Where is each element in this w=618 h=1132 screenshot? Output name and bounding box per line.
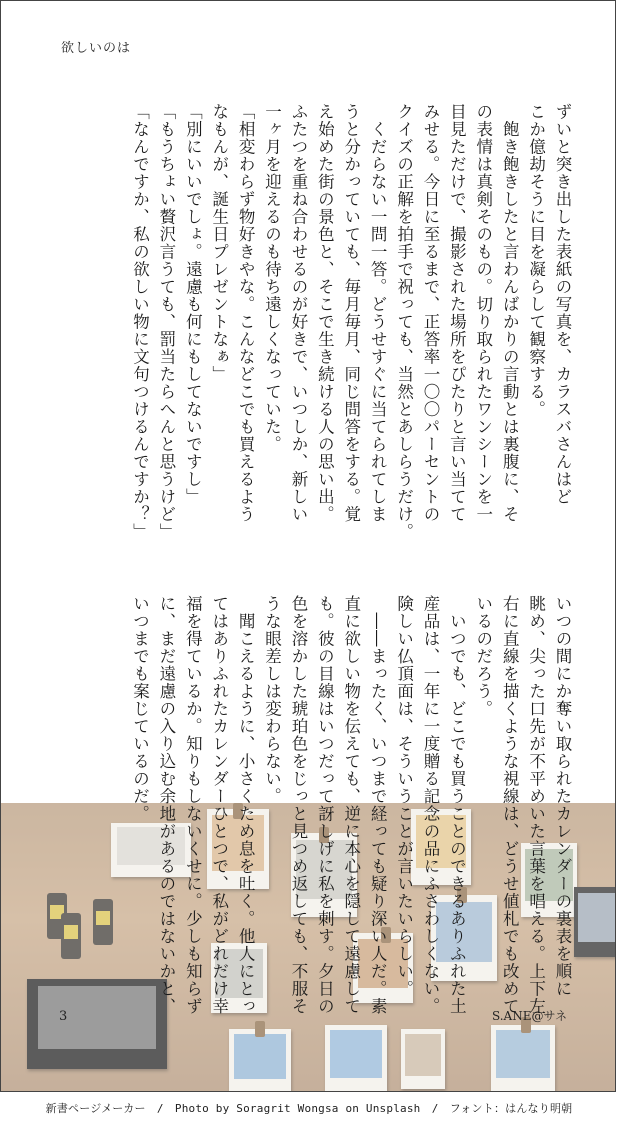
film-roll — [93, 899, 113, 945]
film-roll — [61, 913, 81, 959]
text-line: も。彼の目線はいつだって訝しげに私を刺す。夕日の — [315, 595, 335, 1015]
text-line: 福を得ているか。知りもしないくせに。少しも知らず — [183, 595, 203, 1015]
photo-print — [229, 1029, 291, 1092]
text-line: うと分かっていても、毎月毎月、同じ問答をする。覚 — [341, 103, 361, 523]
text-line: いるのだろう。 — [473, 595, 493, 718]
text-line: てはありふれたカレンダーひとつで、私がどれだけ幸 — [209, 595, 229, 1015]
text-line: え始めた街の景色と、そこで生き続ける人の思い出。 — [315, 103, 335, 523]
photo-print — [491, 1025, 555, 1092]
text-line: いつまでも案じているのだ。 — [130, 595, 150, 823]
photo-print — [325, 1025, 387, 1092]
text-line: 一ヶ月を迎えるのも待ち遠しくなっていた。 — [262, 103, 282, 453]
text-line: 飽き飽きしたと言わんばかりの言動とは裏腹に、そ — [500, 103, 520, 523]
text-line: 色を溶かした琥珀色をじっと見つめ返しても、不服そ — [288, 595, 308, 1015]
text-line: クイズの正解を拍手で祝っても、当然とあしらうだけ。 — [394, 103, 414, 541]
text-line: 「別にいいでしょ。遠慮も何にもしてないですし」 — [183, 103, 203, 506]
text-line: 産品は、一年に一度贈る記念の品にふさわしくない。 — [420, 595, 440, 1015]
text-line: くだらない一問一答。どうせすぐに当てられてしま — [368, 103, 388, 523]
clothespin — [255, 1021, 265, 1037]
text-line: 右に直線を描くような視線は、どうせ値札でも改めて — [500, 595, 520, 1015]
text-line: なもんが、誕生日プレゼントなぁ」 — [209, 103, 229, 383]
text-line: 「もうちょい贅沢言うても、罰当たらへんと思うけど」 — [156, 103, 176, 541]
photo-print — [574, 887, 616, 957]
text-line: 険しい仏頂面は、そういうことが言いたいらしい。 — [394, 595, 414, 998]
text-line: ――まったく、いつまで経っても疑り深い人だ。素 — [368, 595, 388, 1015]
text-line: 直に欲しい物を伝えても、逆に本心を隠して遠慮して — [341, 595, 361, 1015]
text-line: 目見ただけで、撮影された場所をぴたりと言い当てて — [447, 103, 467, 523]
text-line: みせる。今日に至るまで、正答率一〇〇パーセントの — [420, 103, 440, 523]
chapter-title: 欲しいのは — [61, 41, 132, 56]
author-name: S.ANE@サネ — [491, 1009, 567, 1023]
text-line: の表情は真剣そのもの。切り取られたワンシーンを一 — [473, 103, 493, 523]
text-line: 聞こえるように、小さくため息を吐く。他人にとっ — [236, 595, 256, 1015]
page-number: 3 — [59, 1009, 68, 1024]
text-line: いつの間にか奪い取られたカレンダーの裏表を順に — [553, 595, 572, 998]
text-block-upper — [126, 103, 575, 573]
photo-print — [401, 1029, 445, 1089]
text-line: 「なんですか、私の欲しい物に文句つけるんですか？」 — [130, 103, 150, 541]
text-line: いつでも、どこでも買うことのできるありふれた土 — [447, 595, 467, 1015]
text-line: 眺め、尖った口先が不平めいた言葉を唱える。上下左 — [526, 595, 546, 1015]
text-line: 「相変わらず物好きやな。こんなどこでも買えるよう — [236, 103, 256, 523]
text-line: ずいと突き出した表紙の写真を、カラスバさんはど — [553, 103, 572, 506]
text-line: うな眼差しは変わらない。 — [262, 595, 282, 805]
text-line: に、まだ遠慮の入り込む余地があるのではないかと、 — [156, 595, 176, 1015]
text-line: ふたつを重ね合わせるのが好きで、いつしか、新しい — [288, 103, 308, 523]
text-line: こか億劫そうに目を凝らして観察する。 — [526, 103, 546, 418]
text-block-lower — [126, 595, 575, 1015]
footer-credits: 新書ページメーカー / Photo by Soragrit Wongsa on Unsplash / フォント：はんなり明朝 — [45, 1102, 573, 1115]
